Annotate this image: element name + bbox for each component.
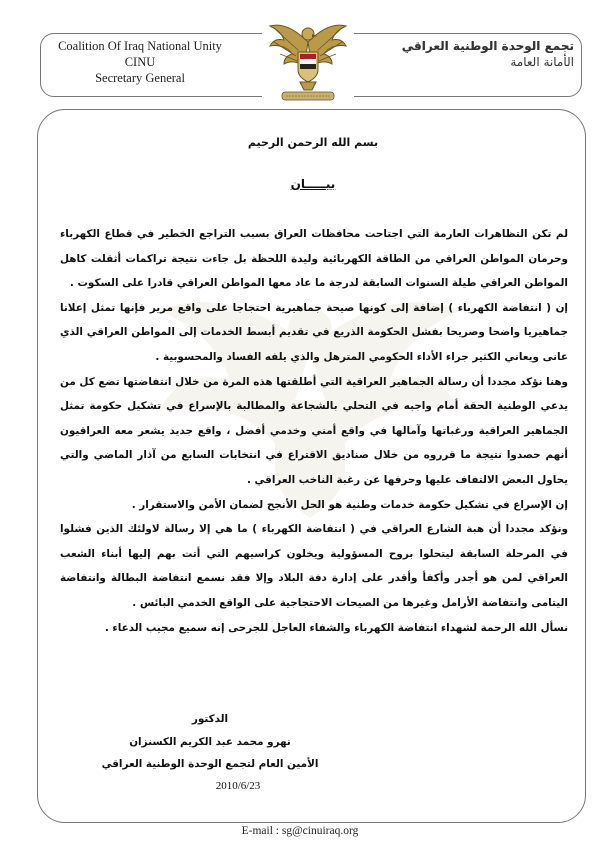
paragraph: إن الإسراع في تشكيل حكومة خدمات وطنية هو الحل الأنجح لضمان الأمن والاستقرار . — [131, 498, 568, 511]
paragraph: لم تكن التظاهرات العارمة التي اجتاحت محافظات العراق بسبب التراجع الخطير في قطاع الكهرباء وحرمان المواطن العراقي من الطاقة الكهربائية وليدة اللحظة بل جاءت نتيجة تراكمات أثقلت كاهل المواطن العراقي طيلة السنوات السابقة لدرجة ما عاد معها المواطن العراقي قادرا على السكوت . — [60, 228, 568, 290]
paragraph: ونؤكد مجددا أن هبة الشارع العراقي في ( انتفاضة الكهرباء ) ما هي إلا رسالة لاولئك الذين فشلوا في المرحلة السابقة ليتحلوا بروح المسؤولية ويخلون كراسيهم التي أتت بهم إليها أبناء الشعب العراقي لمن هو أجدر وأكفأ وأقدر على إدارة دفة البلاد وإلا فقد نسمع انتفاضة البطالة وانتفاضة اليتامى وانتفاضة الأرامل وغيرها من الصيحات الاحتجاجية على الواقع الخدمي البائس . — [60, 523, 568, 609]
letterhead-latin-block — [52, 38, 228, 86]
office-en: Secretary General — [95, 71, 185, 85]
signatory-position: الأمين العام لتجمع الوحدة الوطنية العراقي — [101, 758, 319, 770]
signatory-title: الدكتور — [191, 713, 229, 725]
paragraph: وهنا نؤكد مجددا أن رسالة الجماهير العراقية التي أطلقتها هذه المرة من خلال انتفاضتها تضع كل من يدعي الوطنية الحقة أمام واجبه في التحلي بالشجاعة والمطالبة بالإسراع في تشكيل حكومة تمثل الجماهير العراقية ورغباتها وآمالها في واقع أمني وخدمي أفضل ، واقع جديد يشعر معه العراقيون أنهم حصدوا نتيجة ما قرروه من خلال صناديق الاقتراع في انتخابات السابع من آذار الماضي والتي يحاول البعض الالتفاف عليها وحرفها عن رغبة الناخب العراقي . — [60, 375, 568, 486]
org-name-ar: تجمع الوحدة الوطنية العراقي — [388, 38, 574, 54]
office-ar: الأمانة العامة — [510, 55, 574, 69]
basmala: بسم الله الرحمن الرحيم — [247, 136, 379, 149]
org-abbr: CINU — [124, 55, 156, 69]
eagle-emblem-icon — [262, 12, 354, 104]
statement-body — [60, 222, 568, 640]
statement-title: بيـــــان — [290, 177, 336, 191]
paragraph: نسأل الله الرحمة لشهداء انتفاضة الكهرباء والشفاء العاجل للجرحى إنه سميع مجيب الدعاء . — [104, 621, 568, 634]
signatory-name: نهرو محمد عبد الكريم الكسنزان — [129, 735, 291, 748]
letterhead-arabic-block — [388, 38, 574, 70]
footer-email: E-mail : sg@cinuiraq.org — [241, 825, 359, 837]
org-name-en: Coalition Of Iraq National Unity — [58, 39, 222, 53]
statement-date: 2010/6/23 — [215, 780, 261, 792]
paragraph: إن ( انتفاضة الكهرباء ) إضافة إلى كونها صيحة جماهيرية احتجاجا على واقع مرير فإنها تمثل إعلانا جماهيريا واضحا وصريحا بفشل الحكومة الذريع في تقديم أبسط الخدمات إلى المواطن العراقي الذي عانى ويعاني الكثير جراء الأداء الحكومي المترهل والذي يلفه الفساد والمحسوبية . — [60, 301, 568, 363]
signature-block — [60, 708, 360, 776]
eagle-emblem-graphic — [262, 12, 354, 104]
